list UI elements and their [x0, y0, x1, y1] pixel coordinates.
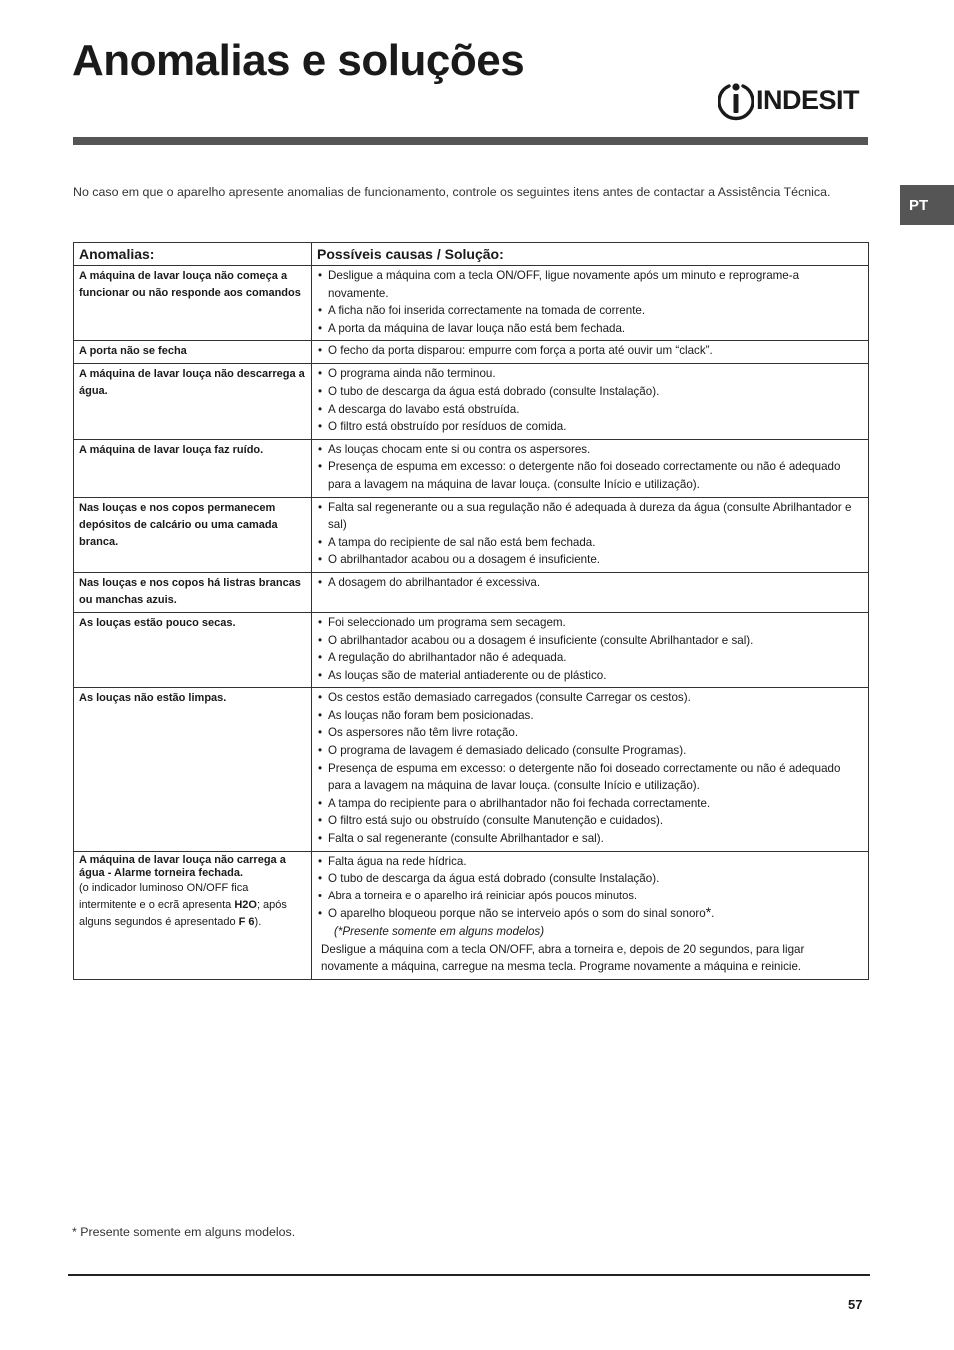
table-row: [74, 497, 869, 572]
table-row: [74, 266, 869, 341]
cause-item: • A regulação do abrilhantador não é adequada.: [318, 649, 862, 667]
anomaly-cell: As louças não estão limpas.: [74, 688, 312, 851]
anomaly-cell: A máquina de lavar louça não começa a funcionar ou não responde aos comandos: [74, 266, 312, 341]
anomaly-cell: Nas louças e nos copos há listras brancas ou manchas azuis.: [74, 572, 312, 612]
cause-item: • O abrilhantador acabou ou a dosagem é insuficiente.: [318, 551, 862, 569]
anomaly-cell: Nas louças e nos copos permanecem depósitos de calcário ou uma camada branca.: [74, 497, 312, 572]
footnote: * Presente somente em alguns modelos.: [72, 1225, 296, 1239]
anomaly-cell: [74, 851, 312, 979]
cause-item: • As louças não foram bem posicionadas.: [318, 707, 862, 725]
cause-item: • As louças chocam ente si ou contra os aspersores.: [318, 441, 862, 459]
cause-item: • A porta da máquina de lavar louça não está bem fechada.: [318, 320, 862, 338]
display-code-h2o: H2O: [234, 898, 257, 911]
cause-item: • O tubo de descarga da água está dobrado (consulte Instalação).: [318, 870, 862, 888]
cause-item: • Falta água na rede hídrica.: [318, 853, 862, 871]
cause-item: • As louças são de material antiaderente ou de plástico.: [318, 667, 862, 685]
table-row: [74, 341, 869, 364]
header-rule: [73, 137, 868, 145]
cause-item: • Desligue a máquina com a tecla ON/OFF, ligue novamente após um minuto e reprograme-a novamente.: [318, 267, 862, 302]
page-number: 57: [848, 1297, 863, 1312]
cause-item: • A tampa do recipiente de sal não está bem fechada.: [318, 534, 862, 552]
brand-name: INDESIT: [756, 85, 860, 115]
causes-cell: [312, 572, 869, 612]
table-row: [74, 572, 869, 612]
cause-item: • Os aspersores não têm livre rotação.: [318, 724, 862, 742]
intro-text: No caso em que o aparelho apresente anomalias de funcionamento, controle os seguintes itens antes de contactar a Assistência Técnica.: [73, 185, 831, 199]
cause-item: • Abra a torneira e o aparelho irá reiniciar após poucos minutos.: [318, 888, 862, 906]
language-tab: PT: [900, 185, 954, 225]
causes-cell: [312, 439, 869, 497]
table-row: [74, 612, 869, 687]
anomaly-detail-part: ).: [254, 915, 262, 928]
causes-cell: [312, 266, 869, 341]
causes-cell: [312, 341, 869, 364]
anomaly-cell: A porta não se fecha: [74, 341, 312, 364]
cause-item: • Falta sal regenerante ou a sua regulação não é adequada à dureza da água (consulte Abrilhantador e sal): [318, 499, 862, 534]
troubleshooting-table: [73, 242, 869, 980]
anomaly-detail: [79, 882, 287, 928]
cause-item: • O abrilhantador acabou ou a dosagem é insuficiente (consulte Abrilhantador e sal).: [318, 632, 862, 650]
table-row: [74, 439, 869, 497]
indesit-logo-icon: [718, 80, 754, 124]
table-header-row: [74, 243, 869, 266]
cause-item: • Foi seleccionado um programa sem secagem.: [318, 614, 862, 632]
cause-item: • A dosagem do abrilhantador é excessiva.: [318, 574, 862, 592]
column-header-anomalies: Anomalias:: [74, 243, 312, 266]
cause-item: • Presença de espuma em excesso: o detergente não foi doseado correctamente ou não é adequado para a lavagem na máquina de lavar louça. (consulte Início e utilização).: [318, 458, 862, 493]
causes-cell: [312, 364, 869, 439]
cause-text: O aparelho bloqueou porque não se interveio após o som do sinal sonoro: [328, 907, 706, 921]
causes-cell: [312, 851, 869, 979]
cause-item: • A descarga do lavabo está obstruída.: [318, 401, 862, 419]
page-title: Anomalias e soluções: [72, 36, 525, 85]
cause-item: • A ficha não foi inserida correctamente na tomada de corrente.: [318, 302, 862, 320]
cause-item: • O filtro está obstruído por resíduos de comida.: [318, 418, 862, 436]
cause-item: • O programa ainda não terminou.: [318, 365, 862, 383]
anomaly-cell: A máquina de lavar louça faz ruído.: [74, 439, 312, 497]
footnote-marker: *: [705, 904, 712, 921]
cause-item: • O filtro está sujo ou obstruído (consulte Manutenção e cuidados).: [318, 812, 862, 830]
cause-item: • Os cestos estão demasiado carregados (consulte Carregar os cestos).: [318, 689, 862, 707]
anomaly-detail-part: (o indicador luminoso ON/OFF fica intermitente e o ecrã apresenta: [79, 881, 249, 911]
model-note: (*Presente somente em alguns modelos): [334, 925, 545, 938]
table-row-last: [74, 851, 869, 979]
cause-text-end: .: [711, 907, 715, 921]
anomaly-detail-part: ; após alguns segundos é apresentado: [79, 898, 287, 928]
anomaly-cell: As louças estão pouco secas.: [74, 612, 312, 687]
table-body: [74, 266, 869, 980]
anomaly-title: A máquina de lavar louça não carrega a água - Alarme torneira fechada.: [79, 853, 286, 879]
display-code-f6: F 6: [238, 915, 255, 928]
table-row: [74, 364, 869, 439]
cause-item: • Falta o sal regenerante (consulte Abrilhantador e sal).: [318, 830, 862, 848]
reset-instruction: Desligue a máquina com a tecla ON/OFF, abra a torneira e, depois de 20 segundos, para ligar novamente a máquina, carregue na mesma tecla. Programe novamente a máquina e reinicie.: [321, 942, 805, 974]
causes-cell: [312, 612, 869, 687]
indesit-logo: [718, 80, 870, 124]
cause-item: • O programa de lavagem é demasiado delicado (consulte Programas).: [318, 742, 862, 760]
cause-item: • O tubo de descarga da água está dobrado (consulte Instalação).: [318, 383, 862, 401]
causes-cell: [312, 688, 869, 851]
causes-cell: [312, 497, 869, 572]
cause-item: [318, 905, 862, 923]
cause-item: • Presença de espuma em excesso: o detergente não foi doseado correctamente ou não é adequado para a lavagem na máquina de lavar louça. (consulte Início e utilização).: [318, 760, 862, 795]
column-header-causes: Possíveis causas / Solução:: [312, 243, 869, 266]
table-row: [74, 688, 869, 851]
cause-item: • O fecho da porta disparou: empurre com força a porta até ouvir um “clack”.: [318, 342, 862, 360]
footer-rule: [68, 1274, 870, 1276]
cause-item: • A tampa do recipiente para o abrilhantador não foi fechada correctamente.: [318, 795, 862, 813]
anomaly-cell: A máquina de lavar louça não descarrega a água.: [74, 364, 312, 439]
